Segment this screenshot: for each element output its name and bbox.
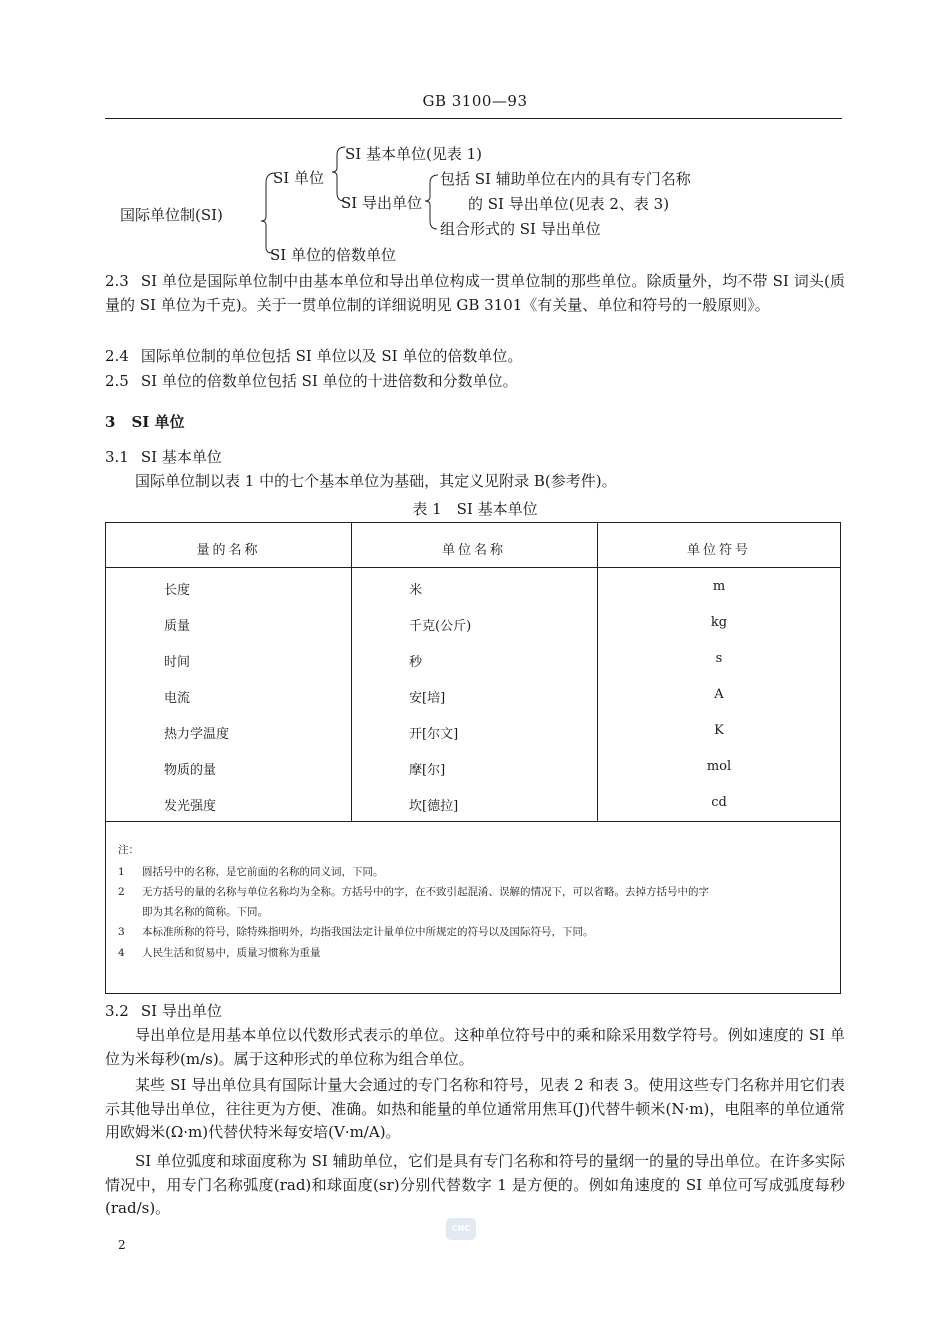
cell-unit: 摩[尔] [409,763,446,778]
note-text: 圆括号中的名称，是它前面的名称的同义词，下同。 [142,866,384,878]
note-number: 3 [118,926,125,938]
note-text: 人民生活和贸易中，质量习惯称为重量 [142,947,321,959]
note-text: 无方括号的量的名称与单位名称均为全称。方括号中的字，在不致引起混淆、误解的情况下，可以省略。去掉方括号中的字 [142,886,709,898]
cell-symbol: K [714,723,724,738]
note-text: 即为其名称的简称。下同。 [142,906,268,918]
cell-quantity: 发光强度 [164,799,217,814]
clause-number: 3.2 [105,1002,129,1020]
clause-3-2-paragraph-1: 导出单位是用基本单位以代数形式表示的单位。这种单位符号中的乘和除采用数学符号。例如速度的 SI 单位为米每秒(m/s)。属于这种形式的单位称为组合单位。 [105,1026,845,1068]
column-divider [597,523,598,821]
tree-base-units: SI 基本单位(见表 1) [345,145,482,163]
cell-unit: 开[尔文] [409,727,459,742]
cell-symbol: mol [706,759,732,774]
note-item [118,905,268,920]
clause-number: 2.5 [105,372,129,390]
cell-unit: 安[培] [409,691,446,706]
standard-code-header: GB 3100—93 [422,92,528,110]
cell-unit: 秒 [409,655,423,670]
notes-divider [106,821,840,822]
clause-number: 3.1 [105,448,129,466]
tree-derived-special-a: 包括 SI 辅助单位在内的具有专门名称 [440,170,691,188]
si-classification-tree [120,135,760,270]
tree-multiples: SI 单位的倍数单位 [270,246,396,264]
clause-title: SI 基本单位 [140,448,222,466]
cell-unit: 千克(公斤) [409,619,472,634]
cell-quantity: 质量 [164,619,191,634]
tree-derived-units: SI 导出单位 [341,194,422,212]
clause-3-1-heading [105,446,845,470]
clause-2-5 [105,370,845,394]
clause-2-4 [105,345,845,369]
header-unit-name: 单位名称 [441,543,506,558]
watermark-logo: CNC [446,1218,476,1240]
cell-symbol: cd [711,795,727,810]
cell-unit: 米 [409,583,423,598]
cell-symbol: m [712,579,726,594]
notes-title: 注： [118,844,139,856]
header-quantity: 量的名称 [196,543,261,558]
clause-text: SI 单位的倍数单位包括 SI 单位的十进倍数和分数单位。 [140,372,518,390]
header-unit-symbol: 单位符号 [686,543,751,558]
note-number: 4 [118,947,125,959]
clause-3-2-paragraph-2: 某些 SI 导出单位具有国际计量大会通过的专门名称和符号，见表 2 和表 3。使用这些专门名称并用它们表示其他导出单位，往往更为方便、准确。如热和能量的单位通常用焦耳(J)代替牛顿米(N·m)，电阻率的单位通常用欧姆米(Ω·m)代替伏特米每安培(V·m/A)。 [105,1076,845,1141]
note-number: 2 [118,886,125,898]
cell-quantity: 时间 [164,655,191,670]
clause-text: 国际单位制的单位包括 SI 单位以及 SI 单位的倍数单位。 [140,347,523,365]
note-item [118,925,594,940]
cell-unit: 坎[德拉] [409,799,459,814]
note-text: 本标准所称的符号，除特殊指明外，均指我国法定计量单位中所规定的符号以及国际符号，下同。 [142,926,594,938]
clause-title: SI 导出单位 [140,1002,222,1020]
cell-quantity: 物质的量 [164,763,217,778]
note-number: 1 [118,866,125,878]
clause-3-1-text: 国际单位制以表 1 中的七个基本单位为基础，其定义见附录 B(参考件)。 [135,472,617,490]
header-rule [105,118,842,119]
tree-root: 国际单位制(SI) [120,206,223,224]
cell-quantity: 长度 [164,583,191,598]
clause-text: SI 单位是国际单位制中由基本单位和导出单位构成一贯单位制的那些单位。除质量外，均不带 SI 词头(质量的 SI 单位为千克)。关于一贯单位制的详细说明见 GB 3101《有关量、单位和符号的一般原则》。 [105,272,845,314]
section-3-heading [105,411,185,432]
clause-number: 2.3 [105,272,129,290]
cell-quantity: 热力学温度 [164,727,230,742]
tree-derived-combined: 组合形式的 SI 导出单位 [440,220,601,238]
clause-number: 2.4 [105,347,129,365]
section-number: 3 [105,413,116,431]
clause-3-2-heading [105,1000,845,1024]
cell-quantity: 电流 [164,691,191,706]
table-1-caption: 表 1 SI 基本单位 [412,500,538,518]
page-number: 2 [118,1238,126,1252]
note-item [118,885,709,900]
note-item [118,865,384,880]
cell-symbol: A [714,687,724,702]
cell-symbol: s [715,651,723,666]
section-title: SI 单位 [131,413,185,431]
column-divider [351,523,352,821]
cell-symbol: kg [710,615,728,630]
note-item [118,946,321,961]
table-1 [105,522,841,994]
tree-derived-special-b: 的 SI 导出单位(见表 2、表 3) [468,195,670,213]
clause-3-2-paragraph-3: SI 单位弧度和球面度称为 SI 辅助单位，它们是具有专门名称和符号的量纲一的量的导出单位。在许多实际情况中，用专门名称弧度(rad)和球面度(sr)分别代替数字 1 是方便的。例如角速度的 SI 单位可写成弧度每秒(rad/s)。 [105,1152,845,1217]
tree-si-units: SI 单位 [273,169,324,187]
clause-2-3 [105,270,845,317]
